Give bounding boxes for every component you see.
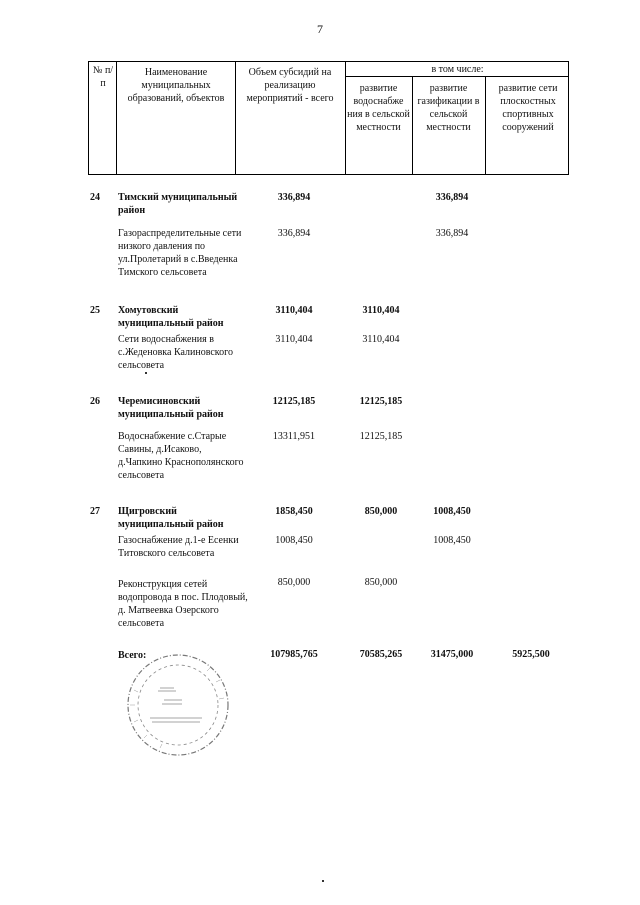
page-number: 7	[317, 22, 323, 36]
header-water: развитие водоснабже ния в сельской местности	[347, 83, 410, 133]
row-name: Водоснабжение с.Старые Савины, д.Исаково, д.Чапкино Краснополянского сельсовета	[118, 431, 244, 481]
row-total: 1858,450	[275, 506, 313, 517]
ink-speck	[145, 372, 147, 374]
row-gas: 336,894	[435, 192, 469, 203]
header-name: Наименование муниципальных образований, объектов	[127, 67, 225, 104]
row-number: 26	[90, 396, 100, 407]
row-water: 3110,404	[362, 305, 400, 316]
row-name: Щигровский муниципальный район	[118, 506, 224, 530]
row-name: Газоснабжение д.1-е Есенки Титовского сельсовета	[118, 535, 239, 559]
row-total: 13311,951	[272, 431, 316, 442]
table-header	[88, 61, 569, 175]
row-total: 1008,450	[275, 535, 313, 546]
row-number: 25	[90, 305, 100, 316]
official-stamp-icon	[120, 650, 235, 760]
row-name: Хомутовский муниципальный район	[118, 305, 224, 329]
grand-total-label: Всего:	[118, 650, 147, 661]
ink-dot	[322, 880, 324, 882]
grand-total-gas: 31475,000	[430, 649, 474, 660]
row-name: Сети водоснабжения в с.Жеденовка Калиновского сельсовета	[118, 334, 234, 371]
header-total: Объем субсидий на реализацию мероприятий - всего	[246, 67, 334, 104]
row-name: Тимский муниципальный район	[118, 192, 238, 216]
row-water: 12125,185	[359, 396, 403, 407]
row-gas: 1008,450	[433, 506, 471, 517]
grand-total: 107985,765	[270, 649, 318, 660]
row-total: 336,894	[277, 228, 311, 239]
row-water: 12125,185	[359, 431, 403, 442]
row-name: Газораспределительные сети низкого давления по ул.Пролетарий в с.Введенка Тимского сельсовета	[118, 228, 242, 278]
header-num: № п/п	[92, 65, 114, 89]
row-water: 850,000	[364, 506, 398, 517]
row-name: Черемисиновский муниципальный район	[118, 396, 224, 420]
row-water: 850,000	[364, 577, 398, 588]
row-total: 12125,185	[272, 396, 316, 407]
grand-total-water: 70585,265	[359, 649, 403, 660]
row-total: 336,894	[277, 192, 311, 203]
header-sport: развитие сети плоскостных спортивных сооружений	[498, 83, 558, 133]
grand-total-sport: 5925,500	[512, 649, 550, 660]
row-total: 850,000	[277, 577, 311, 588]
row-number: 27	[90, 506, 100, 517]
row-name: Реконструкция сетей водопровода в пос. Плодовый, д. Матвеевка Озерского сельсовета	[118, 579, 248, 629]
header-including: в том числе:	[431, 64, 484, 75]
row-gas: 1008,450	[433, 535, 471, 546]
row-water: 3110,404	[362, 334, 400, 345]
row-number: 24	[90, 192, 100, 203]
row-total: 3110,404	[275, 334, 313, 345]
row-gas: 336,894	[435, 228, 469, 239]
header-gas: развитие газификации в сельской местности	[417, 83, 480, 133]
row-total: 3110,404	[275, 305, 313, 316]
